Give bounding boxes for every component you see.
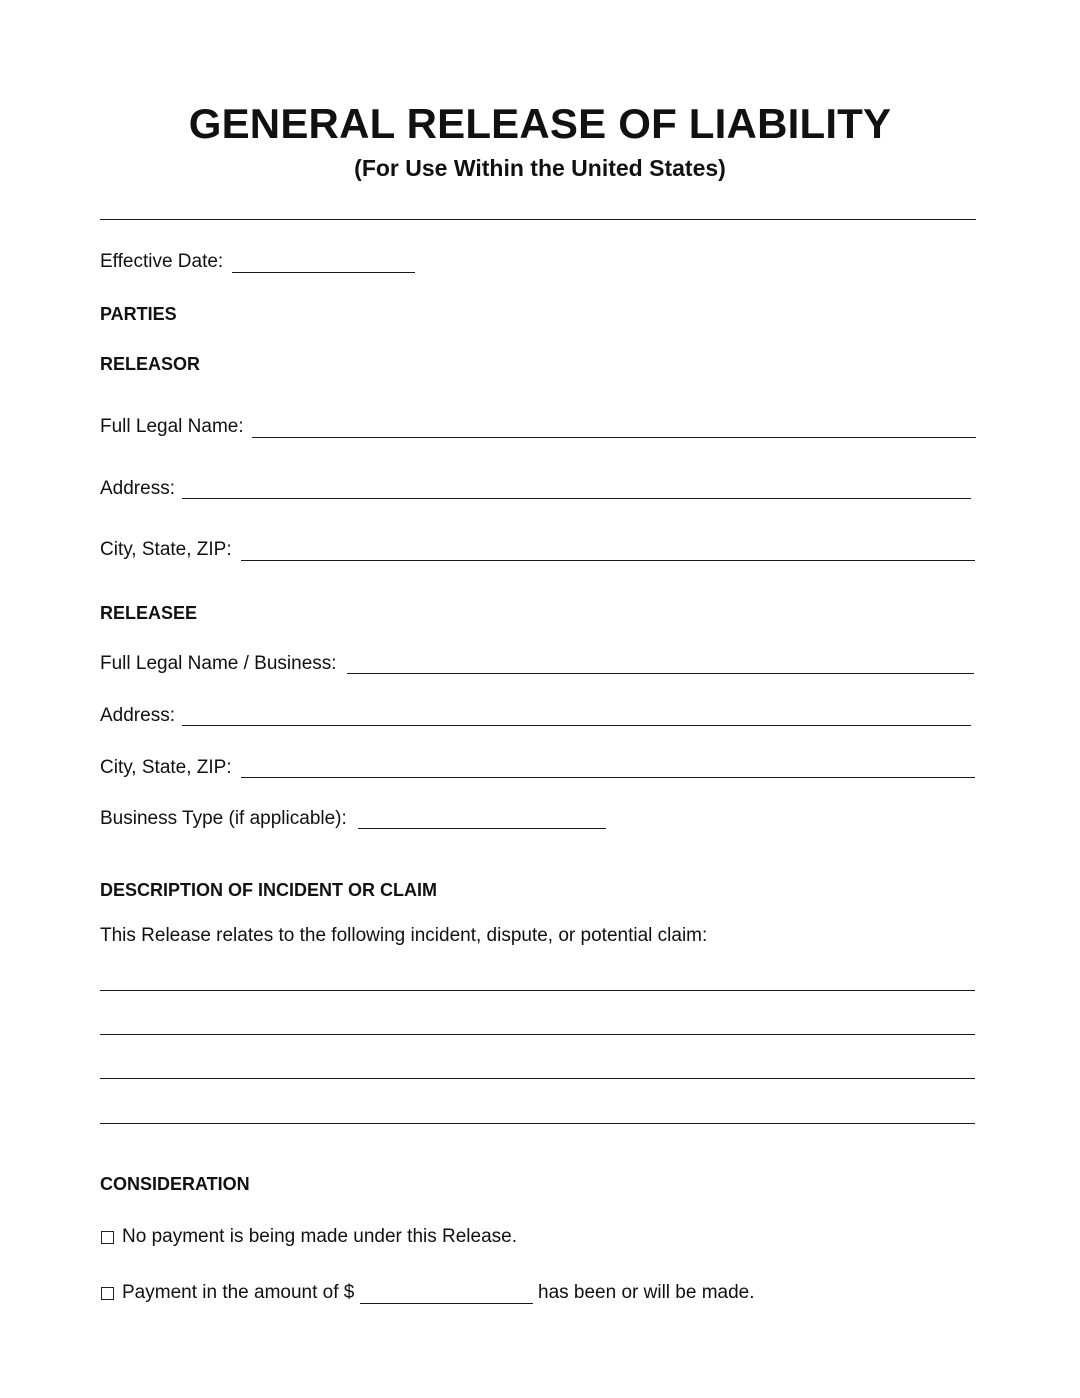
incident-line-1[interactable] bbox=[100, 990, 975, 991]
payment-amount-field[interactable] bbox=[360, 1303, 533, 1304]
business-type-field[interactable] bbox=[358, 828, 606, 829]
payment-checkbox[interactable] bbox=[101, 1287, 114, 1300]
releasor-address-field[interactable] bbox=[182, 498, 971, 499]
effective-date-field[interactable] bbox=[232, 272, 415, 273]
incident-intro: This Release relates to the following incident, dispute, or potential claim: bbox=[100, 925, 708, 946]
releasor-address-label: Address: bbox=[100, 478, 175, 499]
document-title: GENERAL RELEASE OF LIABILITY bbox=[188, 100, 892, 147]
releasee-address-label: Address: bbox=[100, 705, 175, 726]
consideration-heading: CONSIDERATION bbox=[100, 1174, 250, 1194]
header-divider bbox=[100, 219, 976, 220]
business-type-label: Business Type (if applicable): bbox=[100, 808, 347, 829]
releasor-city-field[interactable] bbox=[241, 560, 975, 561]
releasor-heading: RELEASOR bbox=[100, 354, 201, 374]
payment-suffix-label: has been or will be made. bbox=[538, 1282, 755, 1303]
releasor-name-label: Full Legal Name: bbox=[100, 416, 244, 437]
releasor-name-field[interactable] bbox=[252, 437, 976, 438]
incident-heading: DESCRIPTION OF INCIDENT OR CLAIM bbox=[100, 880, 437, 900]
incident-line-4[interactable] bbox=[100, 1123, 975, 1124]
incident-line-3[interactable] bbox=[100, 1078, 975, 1079]
releasee-name-field[interactable] bbox=[347, 673, 974, 674]
no-payment-checkbox[interactable] bbox=[101, 1231, 114, 1244]
releasee-heading: RELEASEE bbox=[100, 603, 198, 623]
releasee-city-field[interactable] bbox=[241, 777, 975, 778]
releasor-city-label: City, State, ZIP: bbox=[100, 539, 232, 560]
incident-line-2[interactable] bbox=[100, 1034, 975, 1035]
releasee-address-field[interactable] bbox=[182, 725, 971, 726]
payment-prefix-label: Payment in the amount of $ bbox=[122, 1282, 355, 1303]
effective-date-label: Effective Date: bbox=[100, 251, 224, 272]
parties-heading: PARTIES bbox=[100, 304, 177, 324]
document-subtitle: (For Use Within the United States) bbox=[354, 155, 726, 181]
releasee-name-label: Full Legal Name / Business: bbox=[100, 653, 337, 674]
releasee-city-label: City, State, ZIP: bbox=[100, 757, 232, 778]
no-payment-label: No payment is being made under this Release. bbox=[122, 1226, 518, 1247]
